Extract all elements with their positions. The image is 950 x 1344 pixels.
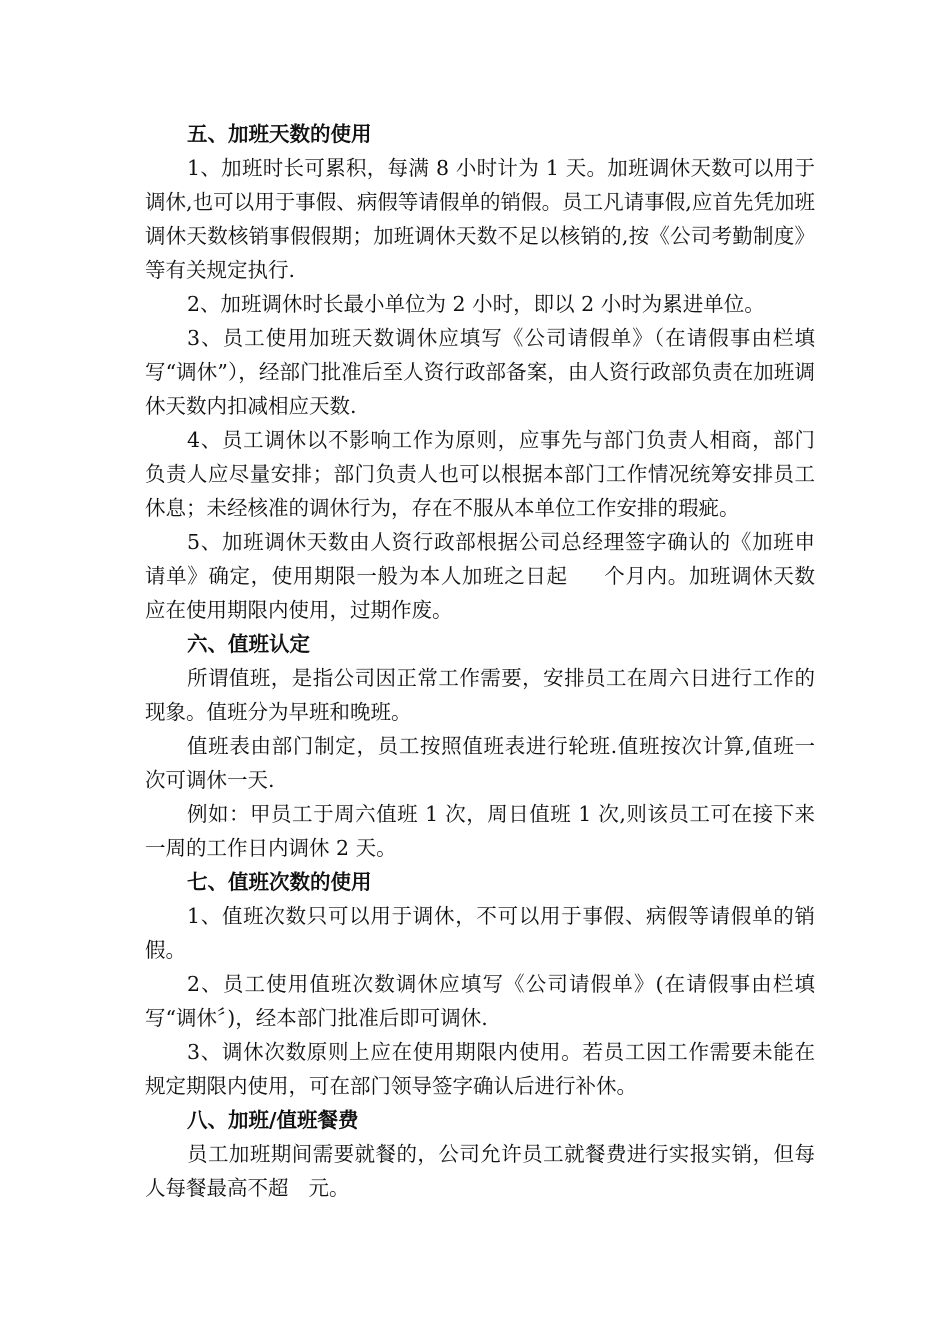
- paragraph: 3、调休次数原则上应在使用期限内使用。若员工因工作需要未能在规定期限内使用，可在部门领导签字确认后进行补休。: [145, 1040, 815, 1098]
- paragraph: 4、员工调休以不影响工作为原则，应事先与部门负责人相商，部门负责人应尽量安排；部门负责人也可以根据本部门工作情况统筹安排员工休息；未经核准的调休行为，存在不服从本单位工作安排的瑕疵。: [145, 428, 815, 520]
- paragraph: 1、加班时长可累积，每满 8 小时计为 1 天。加班调休天数可以用于调休,也可以用于事假、病假等请假单的销假。员工凡请事假,应首先凭加班调休天数核销事假假期；加班调休天数不足以核销的,按《公司考勤制度》等有关规定执行.: [145, 156, 815, 282]
- section-heading-7: 七、值班次数的使用: [187, 870, 372, 894]
- paragraph: 值班表由部门制定，员工按照值班表进行轮班.值班按次计算,值班一次可调休一天.: [145, 734, 815, 792]
- paragraph-text: 5、加班调休天数由人资行政部根据公司总经理签字确认的《加班申请单》确定，使用期限一般为本人加班之日起: [145, 530, 815, 588]
- paragraph: 所谓值班，是指公司因正常工作需要，安排员工在周六日进行工作的现象。值班分为早班和晚班。: [145, 666, 815, 724]
- paragraph: 例如：甲员工于周六值班 1 次，周日值班 1 次,则该员工可在接下来一周的工作日内调休 2 天。: [145, 802, 815, 860]
- paragraph: [145, 1137, 815, 1205]
- paragraph: 1、值班次数只可以用于调休，不可以用于事假、病假等请假单的销假。: [145, 904, 815, 962]
- paragraph-text: 元。: [308, 1176, 350, 1200]
- document-page: [145, 117, 815, 1205]
- section-heading-5: 五、加班天数的使用: [187, 122, 372, 146]
- section-heading-6: 六、值班认定: [187, 632, 310, 656]
- paragraph-text: 个月内。加班调休天数应在使用期限内使用，过期作废。: [145, 564, 816, 622]
- section-heading-8: 八、加班/值班餐费: [187, 1108, 359, 1132]
- paragraph: [145, 525, 815, 627]
- paragraph: 2、加班调休时长最小单位为 2 小时，即以 2 小时为累进单位。: [187, 292, 765, 316]
- paragraph: 3、员工使用加班天数调休应填写《公司请假单》（在请假事由栏填写“调休”），经部门批准后至人资行政部备案，由人资行政部负责在加班调休天数内扣减相应天数.: [145, 326, 815, 418]
- paragraph: 2、员工使用值班次数调休应填写《公司请假单》(在请假事由栏填写“调休〞)，经本部门批准后即可调休.: [145, 972, 815, 1030]
- paragraph-text: 员工加班期间需要就餐的，公司允许员工就餐费进行实报实销，但每人每餐最高不超: [145, 1142, 815, 1200]
